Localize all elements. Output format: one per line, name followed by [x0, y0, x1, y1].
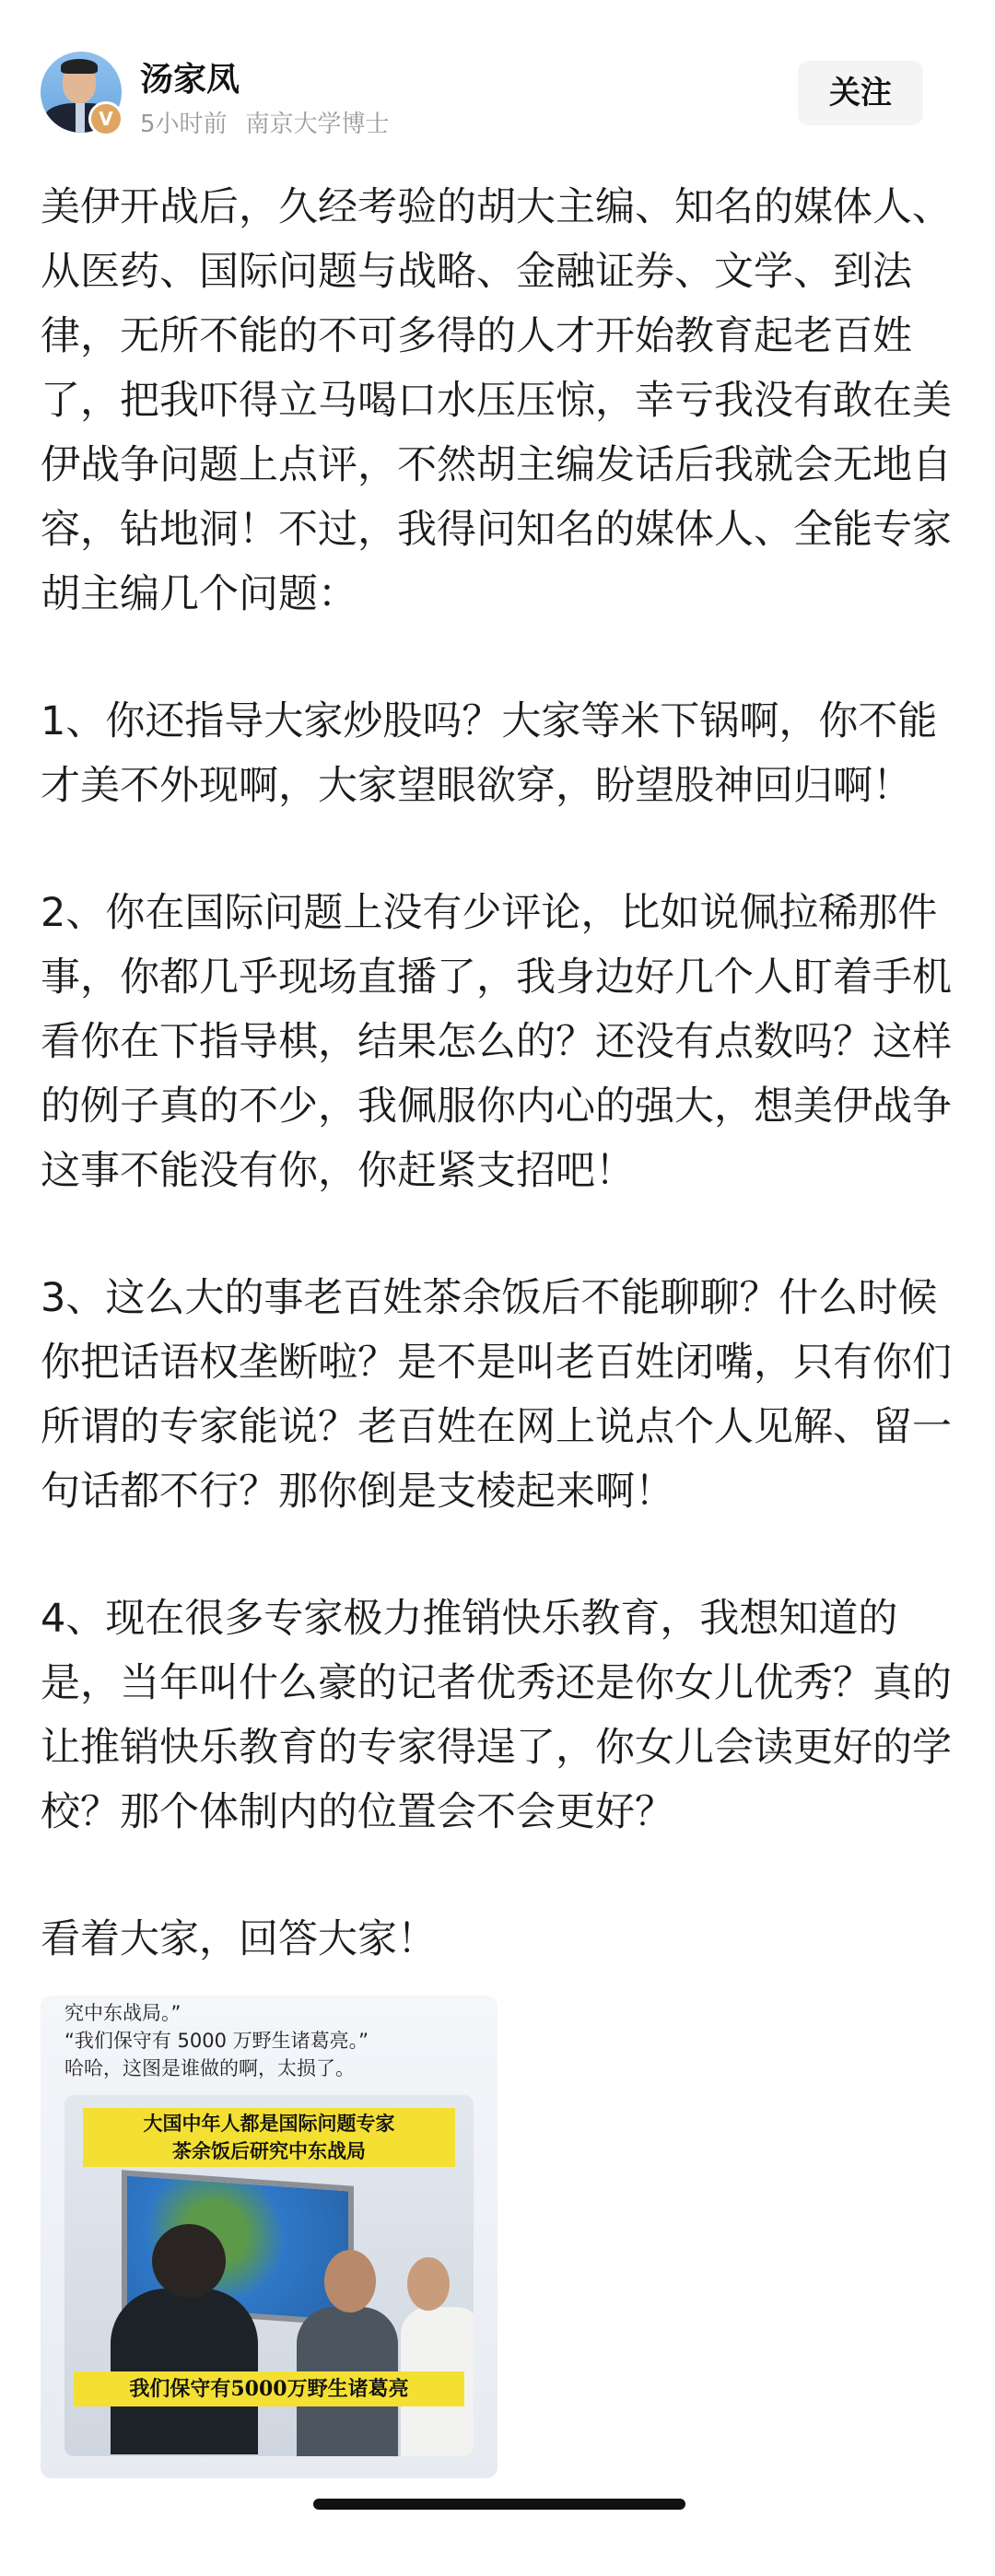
verified-badge-icon: V	[88, 101, 123, 136]
caption-line: 究中东战局。”	[64, 2002, 181, 2024]
author-bio: 南京大学博士	[245, 111, 390, 138]
author-name[interactable]: 汤家凤	[140, 61, 240, 99]
photo-caption-top-line: 茶余饭后研究中东战局	[172, 2139, 366, 2162]
caption-line: “我们保守有 5000 万野生诸葛亮。”	[64, 2030, 369, 2052]
avatar-hair	[61, 59, 98, 74]
photo-caption-top-line: 大国中年人都是国际问题专家	[143, 2112, 395, 2135]
post-meta	[140, 105, 408, 139]
post-time: 5小时前	[140, 111, 228, 138]
caption-line: 哈哈，这图是谁做的啊，太损了。	[64, 2057, 355, 2079]
post-paragraph: 2、你在国际问题上没有少评论，比如说佩拉稀那件事，你都几乎现场直播了，我身边好几个人盯着手机看你在下指导棋，结果怎么的？还没有点数吗？这样的例子真的不少，我佩服你内心的强大，想美伊战争这事不能没有你，你赶紧支招吧！	[41, 890, 952, 1194]
person-2-head	[324, 2250, 376, 2313]
follow-button[interactable]: 关注	[798, 61, 923, 125]
image-caption	[41, 1996, 498, 2095]
post-body	[41, 175, 962, 1972]
avatar-tie	[76, 103, 85, 133]
post-image[interactable]	[41, 1996, 498, 2478]
person-3-head	[407, 2257, 450, 2311]
post-paragraph: 美伊开战后，久经考验的胡大主编、知名的媒体人、从医药、国际问题与战略、金融证券、文学、到法律，无所不能的不可多得的人才开始教育起老百姓了，把我吓得立马喝口水压压惊，幸亏我没有敢在美伊战争问题上点评，不然胡主编发话后我就会无地自容，钻地洞！不过，我得问知名的媒体人、全能专家胡主编几个问题：	[41, 184, 952, 617]
post-paragraph: 看着大家，回答大家！	[41, 1916, 437, 1962]
photo-caption-top	[83, 2108, 455, 2167]
photo-caption-bottom: 我们保守有5000万野生诸葛亮	[74, 2371, 464, 2406]
post-paragraph: 3、这么大的事老百姓茶余饭后不能聊聊？什么时候你把话语权垄断啦？是不是叫老百姓闭嘴，只有你们所谓的专家能说？老百姓在网上说点个人见解、留一句话都不行？那你倒是支棱起来啊！	[41, 1275, 952, 1515]
person-1-head	[152, 2224, 226, 2298]
photo	[64, 2095, 474, 2456]
post-paragraph: 4、现在很多专家极力推销快乐教育，我想知道的是，当年叫什么豪的记者优秀还是你女儿优秀？真的让推销快乐教育的专家得逞了，你女儿会读更好的学校？那个体制内的位置会不会更好？	[41, 1596, 952, 1835]
post-header	[0, 0, 995, 175]
home-indicator-area	[0, 2478, 995, 2524]
post-paragraph: 1、你还指导大家炒股吗？大家等米下锅啊，你不能才美不外现啊，大家望眼欲穿，盼望股神回归啊！	[41, 698, 938, 809]
home-indicator[interactable]	[313, 2499, 685, 2510]
